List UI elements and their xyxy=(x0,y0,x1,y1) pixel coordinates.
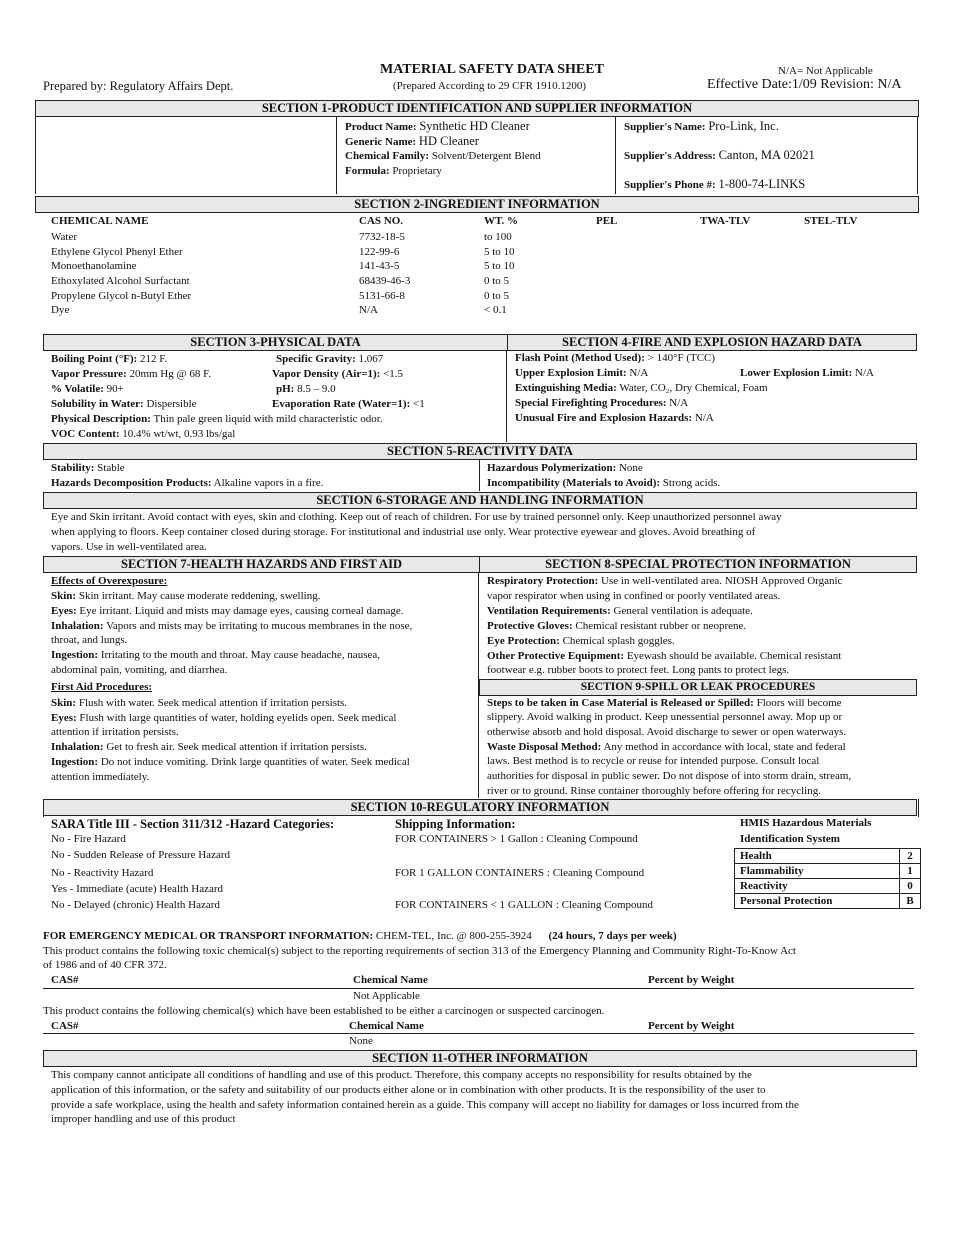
section-9-header: SECTION 9-SPILL OR LEAK PROCEDURES xyxy=(479,679,917,696)
section-3-header: SECTION 3-PHYSICAL DATA xyxy=(43,334,508,351)
other-info-text: application of this information, or the safety and suitability of our products either alone or in combination with other products. It is the responsibility of the user to xyxy=(51,1084,766,1096)
first-aid-ingestion xyxy=(51,755,410,770)
lower-explosion-limit xyxy=(740,366,874,381)
waste-disposal xyxy=(487,740,846,755)
supplier-address-label: Supplier's Address: xyxy=(624,150,716,162)
lower-explosion-limit-label: Lower Explosion Limit: xyxy=(740,367,853,379)
voc-content-label: VOC Content: xyxy=(51,428,120,440)
emergency-contact: CHEM-TEL, Inc. @ 800-255-3924 xyxy=(375,930,532,942)
first-aid-ingestion-cont: attention immediately. xyxy=(51,771,150,783)
sara-item: Yes - Immediate (acute) Health Hazard xyxy=(51,883,224,895)
carc-col-name: Chemical Name xyxy=(349,1020,424,1032)
section-2-header: SECTION 2-INGREDIENT INFORMATION xyxy=(35,196,919,213)
other-protective-text: Eyewash should be available. Chemical resistant xyxy=(626,650,842,662)
decomposition-products-value: Alkaline vapors in a fire. xyxy=(213,477,324,489)
product-name-label: Product Name: xyxy=(345,121,417,133)
emergency-label: FOR EMERGENCY MEDICAL OR TRANSPORT INFORMATION: xyxy=(43,930,374,942)
hmis-label: Personal Protection xyxy=(735,894,900,909)
generic-name-row xyxy=(345,134,479,150)
eye-protection xyxy=(487,634,675,649)
waste-disposal-cont: laws. Best method is to recycle or reuse for intended purpose. Consult local xyxy=(487,755,820,767)
formula: Proprietary xyxy=(392,165,442,177)
hmis-heading: HMIS Hazardous Materials xyxy=(740,817,872,829)
first-aid-skin-label: Skin: xyxy=(51,697,77,709)
emergency-hours: (24 hours, 7 days per week) xyxy=(548,930,677,942)
shipping-heading: Shipping Information: xyxy=(395,817,516,831)
ingredient-name: Propylene Glycol n-Butyl Ether xyxy=(51,290,192,302)
product-name-row xyxy=(345,119,530,135)
specific-gravity-value: 1.067 xyxy=(358,353,384,365)
other-info-text: provide a safe workplace, using the health and safety information contained herein as a guide. This company will accept no liability for damages or loss incurred from the xyxy=(51,1099,799,1111)
first-aid-inhalation-text: Get to fresh air. Seek medical attention if irritation persists. xyxy=(106,741,367,753)
product-name: Synthetic HD Cleaner xyxy=(419,119,530,133)
ph-value: 8.5 – 9.0 xyxy=(297,383,336,395)
respiratory-protection-label: Respiratory Protection: xyxy=(487,575,599,587)
waste-disposal-text: Any method in accordance with local, state and federal xyxy=(603,741,846,753)
boiling-point-label: Boiling Point (°F): xyxy=(51,353,138,365)
vapor-pressure-label: Vapor Pressure: xyxy=(51,368,127,380)
section-8-header: SECTION 8-SPECIAL PROTECTION INFORMATION xyxy=(479,556,917,573)
sara-item: No - Delayed (chronic) Health Hazard xyxy=(51,899,220,911)
hmis-table xyxy=(734,848,921,909)
vapor-pressure-value: 20mm Hg @ 68 F. xyxy=(129,368,212,380)
section-1-header: SECTION 1-PRODUCT IDENTIFICATION AND SUPPLIER INFORMATION xyxy=(35,100,919,117)
flash-point xyxy=(515,351,715,366)
supplier-address-row xyxy=(624,148,815,164)
hmis-row xyxy=(735,849,921,864)
specific-gravity-label: Specific Gravity: xyxy=(276,353,356,365)
hmis-row xyxy=(735,864,921,879)
col-stel-tlv: STEL-TLV xyxy=(804,215,858,227)
col-pel: PEL xyxy=(596,215,618,227)
flash-point-label: Flash Point (Method Used): xyxy=(515,352,645,364)
first-aid-eyes xyxy=(51,711,397,726)
spill-steps xyxy=(487,696,842,711)
percent-volatile-value: 90+ xyxy=(106,383,124,395)
supplier-phone: 1-800-74-LINKS xyxy=(718,177,806,191)
first-aid-heading: First Aid Procedures: xyxy=(51,681,153,693)
supplier-name-row xyxy=(624,119,779,135)
carc-value: None xyxy=(349,1035,373,1047)
generic-name-label: Generic Name: xyxy=(345,136,417,148)
ingredient-cas: 5131-66-8 xyxy=(359,290,405,302)
ingredient-cas: 122-99-6 xyxy=(359,246,400,258)
effects-ingestion xyxy=(51,648,380,663)
extinguishing-media-value: Water, CO₂, Dry Chemical, Foam xyxy=(619,382,768,394)
ingredient-wt: 0 to 5 xyxy=(484,275,510,287)
hmis-label: Health xyxy=(735,849,900,864)
formula-label: Formula: xyxy=(345,165,390,177)
extinguishing-media xyxy=(515,381,768,396)
flash-point-value: > 140°F (TCC) xyxy=(647,352,716,364)
hazardous-polymerization-value: None xyxy=(618,462,643,474)
supplier-name: Pro-Link, Inc. xyxy=(708,119,779,133)
protective-gloves-text: Chemical resistant rubber or neoprene. xyxy=(575,620,747,632)
vapor-pressure xyxy=(51,367,211,382)
ingredient-name: Ethylene Glycol Phenyl Ether xyxy=(51,246,183,258)
document-title: MATERIAL SAFETY DATA SHEET xyxy=(380,62,604,77)
sara-item: No - Reactivity Hazard xyxy=(51,867,154,879)
supplier-address: Canton, MA 02021 xyxy=(718,148,815,162)
effects-inhalation xyxy=(51,619,412,634)
effects-inhalation-text: Vapors and mists may be irritating to mucous membranes in the nose, xyxy=(106,620,413,632)
stability xyxy=(51,461,125,476)
first-aid-ingestion-label: Ingestion: xyxy=(51,756,99,768)
carc-col-percent: Percent by Weight xyxy=(648,1020,735,1032)
waste-disposal-label: Waste Disposal Method: xyxy=(487,741,602,753)
unusual-fire-hazards xyxy=(515,411,714,426)
first-aid-ingestion-text: Do not induce vomiting. Drink large quantities of water. Seek medical xyxy=(100,756,410,768)
ingredient-wt: to 100 xyxy=(484,231,512,243)
section-4-header: SECTION 4-FIRE AND EXPLOSION HAZARD DATA xyxy=(507,334,917,351)
eye-protection-text: Chemical splash goggles. xyxy=(562,635,675,647)
protective-gloves-label: Protective Gloves: xyxy=(487,620,573,632)
vapor-density-label: Vapor Density (Air=1): xyxy=(272,368,381,380)
hmis-row xyxy=(735,879,921,894)
hmis-heading-2: Identification System xyxy=(740,833,840,845)
respiratory-protection xyxy=(487,574,842,589)
effects-ingestion-label: Ingestion: xyxy=(51,649,99,661)
incompatibility-value: Strong acids. xyxy=(662,477,721,489)
shipping-item: FOR CONTAINERS < 1 GALLON : Cleaning Compound xyxy=(395,899,654,911)
ventilation xyxy=(487,604,753,619)
first-aid-eyes-text: Flush with large quantities of water, holding eyelids open. Seek medical xyxy=(79,712,397,724)
voc-content-value: 10.4% wt/wt, 0.93 lbs/gal xyxy=(122,428,236,440)
first-aid-skin-text: Flush with water. Seek medical attention if irritation persists. xyxy=(78,697,348,709)
carcinogen-statement: This product contains the following chemical(s) which have been established to be either a carcinogen or suspected carcinogen. xyxy=(43,1005,605,1017)
percent-volatile-label: % Volatile: xyxy=(51,383,104,395)
other-info-text: This company cannot anticipate all conditions of handling and use of this product. Therefore, this company accepts no responsibility for results obtained by the xyxy=(51,1069,752,1081)
hmis-row xyxy=(735,894,921,909)
physical-description-label: Physical Description: xyxy=(51,413,151,425)
ingredient-cas: N/A xyxy=(359,304,378,316)
chemical-family: Solvent/Detergent Blend xyxy=(431,150,541,162)
effects-skin-text: Skin irritant. May cause moderate reddening, swelling. xyxy=(78,590,321,602)
supplier-name-label: Supplier's Name: xyxy=(624,121,706,133)
solubility-value: Dispersible xyxy=(146,398,197,410)
storage-text: when applying to floors. Keep container closed during storage. For institutional and industrial use only. Wear protective eyewear and gloves. Avoid breathing of xyxy=(51,526,756,538)
toxic-value: Not Applicable xyxy=(353,990,420,1002)
first-aid-inhalation-label: Inhalation: xyxy=(51,741,104,753)
sara-item: No - Sudden Release of Pressure Hazard xyxy=(51,849,230,861)
hazardous-polymerization xyxy=(487,461,643,476)
other-protective xyxy=(487,649,841,664)
ingredient-name: Dye xyxy=(51,304,70,316)
document-subtitle: (Prepared According to 29 CFR 1910.1200) xyxy=(393,80,587,92)
extinguishing-media-label: Extinguishing Media: xyxy=(515,382,617,394)
shipping-item: FOR 1 GALLON CONTAINERS : Cleaning Compound xyxy=(395,867,645,879)
evaporation-rate-value: <1 xyxy=(413,398,425,410)
solubility-label: Solubility in Water: xyxy=(51,398,144,410)
percent-volatile xyxy=(51,382,124,397)
special-firefighting xyxy=(515,396,688,411)
supplier-phone-label: Supplier's Phone #: xyxy=(624,179,716,191)
ventilation-label: Ventilation Requirements: xyxy=(487,605,611,617)
hmis-value: 2 xyxy=(900,849,921,864)
shipping-item: FOR CONTAINERS > 1 Gallon : Cleaning Compound xyxy=(395,833,638,845)
section-7-header: SECTION 7-HEALTH HAZARDS AND FIRST AID xyxy=(43,556,480,573)
col-cas-no: CAS NO. xyxy=(359,215,404,227)
effects-eyes-text: Eye irritant. Liquid and mists may damage eyes, causing corneal damage. xyxy=(79,605,404,617)
evaporation-rate-label: Evaporation Rate (Water=1): xyxy=(272,398,411,410)
spill-steps-cont: slippery. Avoid walking in product. Keep unessential personnel away. Mop up or xyxy=(487,711,843,723)
prepared-by: Prepared by: Regulatory Affairs Dept. xyxy=(43,79,234,93)
na-note: N/A= Not Applicable xyxy=(778,65,873,77)
ingredient-wt: 5 to 10 xyxy=(484,246,515,258)
respiratory-protection-text: Use in well-ventilated area. NIOSH Approved Organic xyxy=(601,575,843,587)
carc-col-cas: CAS# xyxy=(51,1020,79,1032)
decomposition-products-label: Hazards Decomposition Products: xyxy=(51,477,212,489)
protective-gloves xyxy=(487,619,746,634)
effects-heading: Effects of Overexposure: xyxy=(51,575,168,587)
boiling-point xyxy=(51,352,167,367)
waste-disposal-cont: river or to ground. Rinse container thoroughly before offering for recycling. xyxy=(487,785,821,797)
sara-heading: SARA Title III - Section 311/312 -Hazard Categories: xyxy=(51,817,335,831)
ingredient-wt: 0 to 5 xyxy=(484,290,510,302)
effects-eyes-label: Eyes: xyxy=(51,605,77,617)
effective-date: Effective Date:1/09 Revision: N/A xyxy=(707,77,902,92)
upper-explosion-limit-label: Upper Explosion Limit: xyxy=(515,367,627,379)
section-11-header: SECTION 11-OTHER INFORMATION xyxy=(43,1050,917,1067)
effects-ingestion-cont: abdominal pain, vomiting, and diarrhea. xyxy=(51,664,228,676)
hmis-value: 0 xyxy=(900,879,921,894)
eye-protection-label: Eye Protection: xyxy=(487,635,560,647)
chemical-family-label: Chemical Family: xyxy=(345,150,430,162)
storage-text: Eye and Skin irritant. Avoid contact with eyes, skin and clothing. Keep out of reach of children. For use by trained personnel only. Keep unauthorized personnel away xyxy=(51,511,782,523)
section-6-header: SECTION 6-STORAGE AND HANDLING INFORMATION xyxy=(43,492,917,509)
vapor-density xyxy=(272,367,403,382)
toxic-statement-cont: of 1986 and of 40 CFR 372. xyxy=(43,959,167,971)
effects-inhalation-cont: throat, and lungs. xyxy=(51,634,128,646)
col-twa-tlv: TWA-TLV xyxy=(700,215,751,227)
toxic-col-name: Chemical Name xyxy=(353,974,428,986)
respiratory-protection-cont: vapor respirator when using in confined or poorly ventilated areas. xyxy=(487,590,781,602)
first-aid-inhalation xyxy=(51,740,367,755)
first-aid-skin xyxy=(51,696,347,711)
hmis-value: B xyxy=(900,894,921,909)
unusual-fire-hazards-value: N/A xyxy=(694,412,714,424)
spill-steps-text: Floors will become xyxy=(756,697,842,709)
supplier-phone-row xyxy=(624,177,805,193)
toxic-statement: This product contains the following toxic chemical(s) subject to the reporting requirements of section 313 of the Emergency Planning and Community Right-To-Know Act xyxy=(43,945,796,957)
effects-skin-label: Skin: xyxy=(51,590,77,602)
effects-ingestion-text: Irritating to the mouth and throat. May cause headache, nausea, xyxy=(100,649,380,661)
other-info-text: improper handling and use of this product xyxy=(51,1113,236,1125)
hmis-label: Reactivity xyxy=(735,879,900,894)
spill-steps-cont: otherwise absorb and hold disposal. Avoid discharge to sewer or open waterways. xyxy=(487,726,847,738)
section-10-header: SECTION 10-REGULATORY INFORMATION xyxy=(43,799,917,816)
physical-description-value: Thin pale green liquid with mild characteristic odor. xyxy=(153,413,383,425)
boiling-point-value: 212 F. xyxy=(140,353,168,365)
spill-steps-label: Steps to be taken in Case Material is Released or Spilled: xyxy=(487,697,754,709)
first-aid-eyes-cont: attention if irritation persists. xyxy=(51,726,179,738)
specific-gravity xyxy=(276,352,383,367)
special-firefighting-value: N/A xyxy=(669,397,689,409)
first-aid-eyes-label: Eyes: xyxy=(51,712,77,724)
unusual-fire-hazards-label: Unusual Fire and Explosion Hazards: xyxy=(515,412,693,424)
physical-description xyxy=(51,412,383,427)
ingredient-cas: 7732-18-5 xyxy=(359,231,405,243)
lower-explosion-limit-value: N/A xyxy=(855,367,874,379)
vapor-density-value: <1.5 xyxy=(383,368,404,380)
ingredient-cas: 141-43-5 xyxy=(359,260,400,272)
formula-row xyxy=(345,164,442,179)
ingredient-name: Ethoxylated Alcohol Surfactant xyxy=(51,275,190,287)
voc-content xyxy=(51,427,235,442)
incompatibility-label: Incompatibility (Materials to Avoid): xyxy=(487,477,661,489)
toxic-col-percent: Percent by Weight xyxy=(648,974,735,986)
effects-skin xyxy=(51,589,320,604)
evaporation-rate xyxy=(272,397,425,412)
ingredient-wt: < 0.1 xyxy=(484,304,507,316)
storage-text: vapors. Use in well-ventilated area. xyxy=(51,541,207,553)
waste-disposal-cont: authorities for disposal in public sewer. Do not dispose of into storm drain, stream, xyxy=(487,770,852,782)
other-protective-label: Other Protective Equipment: xyxy=(487,650,625,662)
section-5-header: SECTION 5-REACTIVITY DATA xyxy=(43,443,917,460)
chemical-family-row xyxy=(345,149,541,164)
ph xyxy=(276,382,336,397)
ingredient-name: Monoethanolamine xyxy=(51,260,137,272)
ingredient-name: Water xyxy=(51,231,77,243)
special-firefighting-label: Special Firefighting Procedures: xyxy=(515,397,667,409)
stability-label: Stability: xyxy=(51,462,95,474)
stability-value: Stable xyxy=(97,462,125,474)
solubility xyxy=(51,397,197,412)
ph-label: pH: xyxy=(276,383,295,395)
incompatibility xyxy=(487,476,720,491)
col-chemical-name: CHEMICAL NAME xyxy=(51,215,149,227)
hazardous-polymerization-label: Hazardous Polymerization: xyxy=(487,462,617,474)
hmis-value: 1 xyxy=(900,864,921,879)
effects-inhalation-label: Inhalation: xyxy=(51,620,104,632)
effects-eyes xyxy=(51,604,404,619)
upper-explosion-limit xyxy=(515,366,648,381)
ventilation-text: General ventilation is adequate. xyxy=(613,605,753,617)
generic-name: HD Cleaner xyxy=(418,134,479,148)
hmis-label: Flammability xyxy=(735,864,900,879)
upper-explosion-limit-value: N/A xyxy=(629,367,649,379)
other-protective-cont: footwear e.g. rubber boots to protect feet. Long pants to protect legs. xyxy=(487,664,790,676)
ingredient-wt: 5 to 10 xyxy=(484,260,515,272)
emergency-info xyxy=(43,929,677,944)
ingredient-cas: 68439-46-3 xyxy=(359,275,411,287)
col-wt-percent: WT. % xyxy=(484,215,519,227)
toxic-col-cas: CAS# xyxy=(51,974,79,986)
decomposition-products xyxy=(51,476,323,491)
sara-item: No - Fire Hazard xyxy=(51,833,126,845)
